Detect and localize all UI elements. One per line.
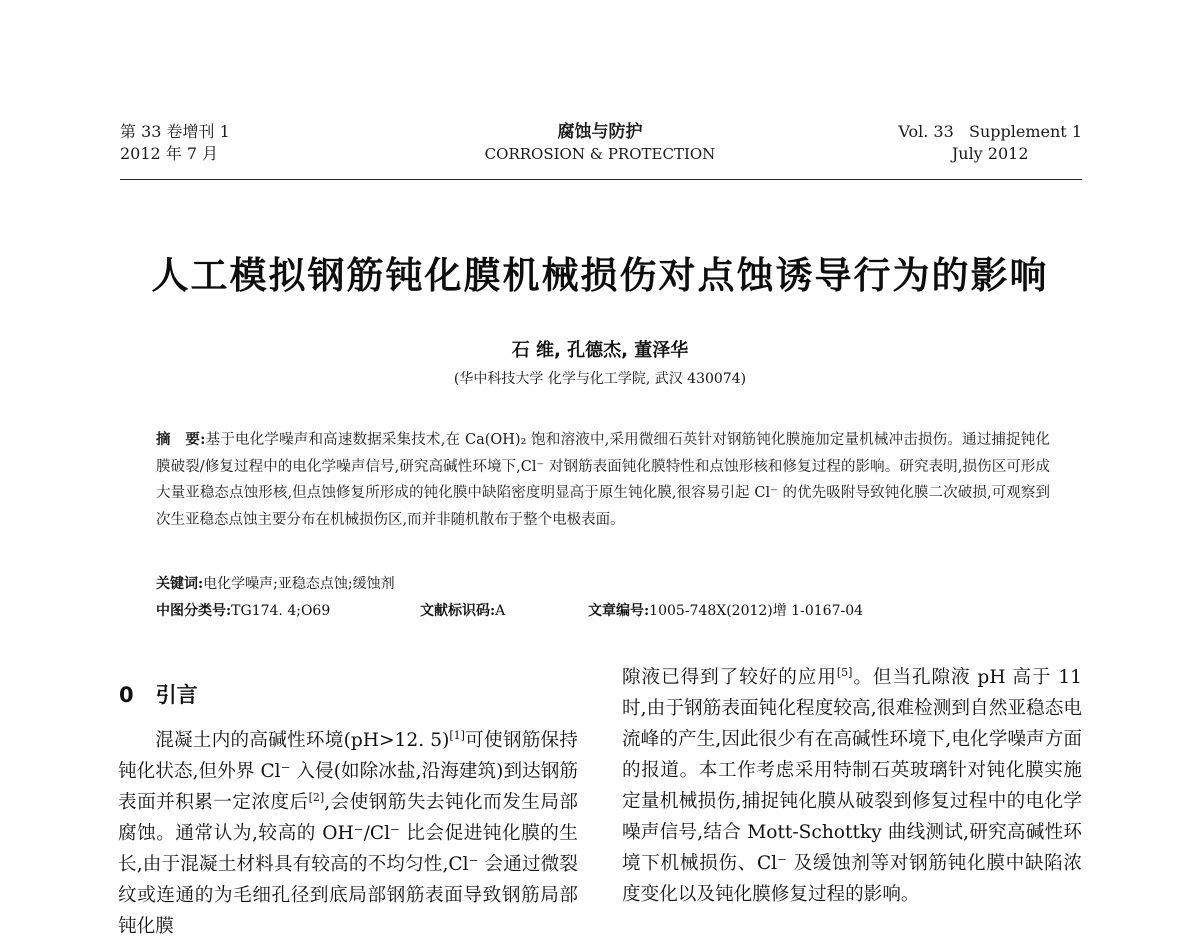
author-affiliation: (华中科技大学 化学与化工学院, 武汉 430074) [453,371,747,387]
journal-name [400,121,800,165]
abstract [156,427,1050,533]
article-number-value: 1005-748X(2012)增 1-0167-04 [649,603,864,619]
citation-ref: [5] [836,665,853,679]
classification-number [156,600,330,620]
intro-paragraph-continued [622,662,1082,910]
keywords-text: 电化学噪声;亚稳态点蚀;缓蚀剂 [203,576,395,592]
body-left-text-2: 可使钢筋保持钝化状态,但外界 Cl⁻ 入侵(如除冰盐,沿海建筑)到达钢筋表面并积累一定浓度后 [118,730,578,813]
intro-paragraph [118,725,578,942]
issue-date: 2012 年 7 月 [120,144,219,163]
author-list: 石 维, 孔德杰, 董泽华 [511,340,689,361]
header-rule [120,179,1082,180]
body-left-text-3: ,会使钢筋失去钝化而发生局部腐蚀。通常认为,较高的 OH⁻/Cl⁻ 比会促进钝化膜的生长,由于混凝土材料具有较高的不均匀性,Cl⁻ 会通过微裂纹或连通的为毛细孔径到底局部钢筋表面导致钢筋局部钝化膜 [118,792,578,937]
citation-ref: [2] [308,790,325,804]
citation-ref: [1] [449,728,465,742]
document-code-value: A [495,603,506,619]
section-heading [119,679,198,709]
body-column-left [118,725,578,952]
keywords [156,573,395,593]
classification-value: TG174. 4;O69 [231,603,331,619]
body-column-right [622,662,1082,952]
journal-volume-info-en [898,121,1082,165]
keywords-label: 关键词: [156,576,204,592]
volume-issue: 第 33 卷增刊 1 [120,122,230,141]
abstract-label: 摘 要: [156,431,206,448]
abstract-text: 基于电化学噪声和高速数据采集技术,在 Ca(OH)₂ 饱和溶液中,采用微细石英针对钢筋钝化膜施加定量机械冲击损伤。通过捕捉钝化膜破裂/修复过程中的电化学噪声信号,研究高碱性环境下,Cl⁻ 对钢筋表面钝化膜特性和点蚀形核和修复过程的影响。研究表明,损伤区可形成大量亚稳态点蚀形核,但点蚀修复所形成的钝化膜中缺陷密度明显高于原生钝化膜,很容易引起 Cl⁻ 的优先吸附导致钝化膜二次破损,可观察到次生亚稳态点蚀主要分布在机械损伤区,而并非随机散布于整个电极表面。 [156,432,1050,528]
section-title: 引言 [155,683,198,707]
section-number: 0 [119,683,134,707]
journal-name-cn: 腐蚀与防护 [557,122,643,142]
body-right-text-2: 。但当孔隙液 pH 高于 11 时,由于钢筋表面钝化程度较高,很难检测到自然亚稳态电流峰的产生,因此很少有在高碱性环境下,电化学噪声方面的报道。本工作考虑采用特制石英玻璃针对钝化膜实施定量机械损伤,捕捉钝化膜从破裂到修复过程中的电化学噪声信号,结合 Mott-Schottky 曲线测试,研究高碱性环境下机械损伤、Cl⁻ 及缓蚀剂等对钢筋钝化膜中缺陷浓度变化以及钝化膜修复过程的影响。 [622,667,1082,905]
body-left-text-1: 混凝土内的高碱性环境(pH>12. 5) [155,730,450,751]
classification-label: 中图分类号: [156,603,232,619]
document-code-label: 文献标识码: [420,603,496,619]
journal-volume-info [120,121,230,165]
article-number [588,600,863,620]
article-number-label: 文章编号: [588,603,650,619]
document-code [420,600,505,620]
paper-title: 人工模拟钢筋钝化膜机械损伤对点蚀诱导行为的影响 [151,254,1049,297]
journal-name-en: CORROSION & PROTECTION [484,145,716,163]
body-right-text-1: 隙液已得到了较好的应用 [622,667,837,688]
volume-supplement-en: Vol. 33 Supplement 1 [898,122,1082,141]
issue-date-en: July 2012 [951,144,1029,163]
